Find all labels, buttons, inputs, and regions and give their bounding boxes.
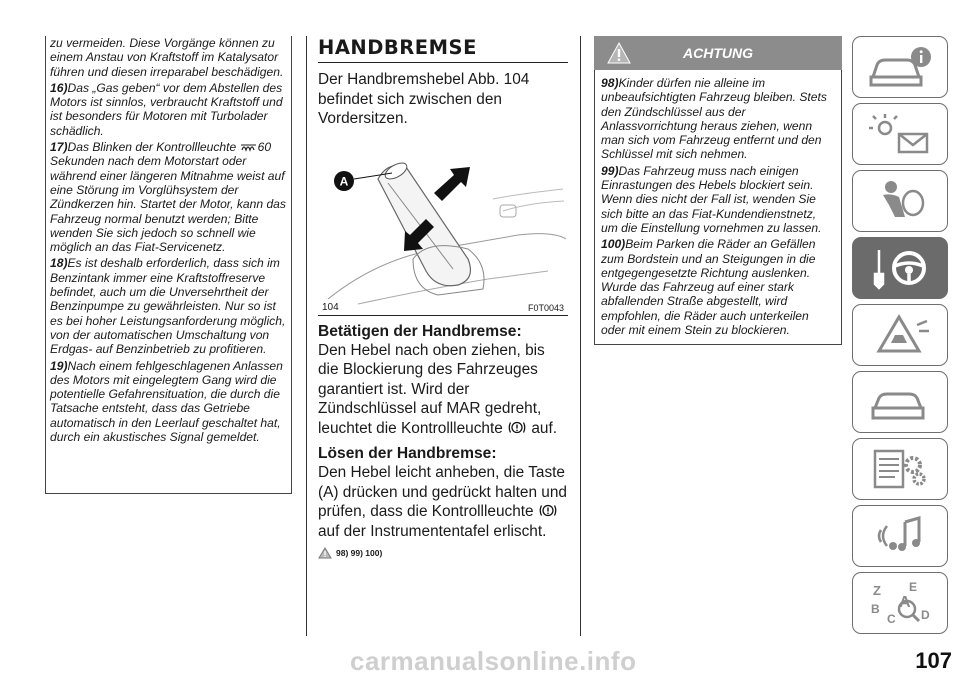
brake-warning-lamp-icon <box>507 420 527 435</box>
tab-maintenance[interactable] <box>852 371 948 433</box>
note-continuation: zu vermeiden. Diese Vorgänge können zu einem Anstau von Kraftstoff im Katalysator führen und diesen irreparabel beschädigen. <box>50 36 284 79</box>
svg-text:Z: Z <box>873 583 881 598</box>
warning-triangle-icon <box>318 547 332 559</box>
svg-text:D: D <box>921 608 930 622</box>
section-apply-text: Den Hebel nach oben ziehen, bis die Blockierung des Fahrzeuges garantiert ist. Wird der Zündschlüssel auf MAR gedreht, leuchtet die Kontrollleuchte auf. <box>318 341 558 437</box>
tab-technical-data[interactable] <box>852 438 948 500</box>
note-16: 16)Das „Gas geben“ vor dem Abstellen des Motors ist sinnlos, verbraucht Kraftstoff und ist besonders für Motoren mit Turbolader schädlich. <box>50 80 283 138</box>
section-apply-title: Betätigen der Handbremse: <box>318 322 522 340</box>
figure-caption: 104 <box>322 301 339 313</box>
section-release-title: Lösen der Handbremse: <box>318 445 497 462</box>
warning-note-98: 98)Kinder dürfen nie alleine im unbeaufsichtigten Fahrzeug bleiben. Stets den Zündschlüssel aus der Anlassvorrichtung heraus ziehen, wenn man sich vom Fahrzeug entfernt und den Schlüssel mit sich nehmen. <box>601 76 827 162</box>
tab-car-info[interactable] <box>852 36 948 98</box>
chapter-sidebar <box>852 36 948 639</box>
warning-box <box>594 36 842 345</box>
column-divider <box>580 36 581 636</box>
starting-driving-icon <box>865 244 935 292</box>
technical-data-icon <box>865 445 935 493</box>
note-18: 18)Es ist deshalb erforderlich, dass sich im Benzintank immer eine Kraftstoffreserve befindet, auch um die Unversehrtheit der Benzinpumpe zu gewährleisten. Nur so ist es bei hoher Leistungsanforderung möglich, von der automatischen Umschaltung von Erdgas- auf Benzinbetrieb zu profitieren. <box>50 256 286 357</box>
figure-code: F0T0043 <box>527 302 564 313</box>
watermark: carmanualsonline.info <box>350 646 637 676</box>
multimedia-icon <box>865 512 935 560</box>
warning-header <box>594 36 842 70</box>
warning-references: 98) 99) 100) <box>318 547 568 559</box>
handbrake-illustration <box>318 139 568 315</box>
brake-warning-lamp-icon <box>538 503 558 518</box>
tab-emergency[interactable] <box>852 304 948 366</box>
pull-up-arrow-icon <box>434 167 470 201</box>
warning-note-100: 100)Beim Parken die Räder an Gefällen zum Bordstein und an Steigungen in die entgegengesetzte Richtung auslenken. Wurde das Fahrzeug auf einer stark abfallenden Straße abgestellt, wird empfohlen, die Räder auch unterkeilen oder mit einem Stein zu blockieren. <box>601 237 816 338</box>
note-19: 19)Nach einem fehlgeschlagenen Anlassen des Motors mit eingelegtem Gang wird die potentielle Gefahrensituation, die durch die Tatsache entsteht, dass das Getriebe automatisch in den Leerlauf geschaltet hat, durch ein akustisches Signal gemeldet. <box>50 358 283 445</box>
warning-body <box>594 70 842 345</box>
warning-lights-icon <box>865 110 935 158</box>
emergency-icon <box>865 311 935 359</box>
tab-alphabetical-index[interactable] <box>852 572 948 634</box>
handbrake-figure <box>318 139 568 316</box>
tab-warning-lights[interactable] <box>852 103 948 165</box>
warning-title: ACHTUNG <box>683 45 753 61</box>
maintenance-icon <box>865 378 935 426</box>
safety-airbag-icon <box>865 177 935 225</box>
intro-text: Der Handbremshebel Abb. 104 befindet sich zwischen den Vordersitzen. <box>318 71 530 127</box>
page-number: 107 <box>915 648 952 673</box>
callout-label-a: A <box>339 174 349 188</box>
glow-plug-icon <box>240 143 258 152</box>
tab-starting-driving[interactable] <box>852 237 948 299</box>
svg-text:E: E <box>909 580 918 594</box>
page-title: HANDBREMSE <box>318 36 568 63</box>
main-column <box>318 36 568 559</box>
warning-triangle-icon <box>606 41 632 65</box>
note-17: 17)Das Blinken der Kontrollleuchte 60 Sekunden nach dem Motorstart oder während einer längeren Mitnahme weist auf eine Störung im Vorglühsystem der Zündkerzen hin. Startet der Motor, kann das Fahrzeug normal benutzt werden; Bitte wenden Sie sich jedoch so schnell wie möglich an das Fiat-Servicenetz. <box>50 140 286 255</box>
car-info-icon <box>865 43 935 91</box>
notes-column <box>45 36 292 494</box>
svg-text:A: A <box>899 594 911 611</box>
svg-text:C: C <box>887 612 896 626</box>
column-divider <box>306 36 307 636</box>
tab-multimedia[interactable] <box>852 505 948 567</box>
svg-text:B: B <box>871 602 880 616</box>
alphabetical-index-icon <box>865 579 935 627</box>
tab-safety[interactable] <box>852 170 948 232</box>
warning-note-99: 99)Das Fahrzeug muss nach einigen Einrastungen des Hebels blockiert sein. Wenn dies nicht der Fall ist, wenden Sie sich bitte an das Fiat-Kundendienstnetz, um die Einstellung vornehmen zu lassen. <box>601 163 822 235</box>
section-release-text: Den Hebel leicht anheben, die Taste (A) drücken und gedrückt halten und prüfen, dass die Kontrollleuchte auf der Instrumententafel erlischt. <box>318 464 567 540</box>
